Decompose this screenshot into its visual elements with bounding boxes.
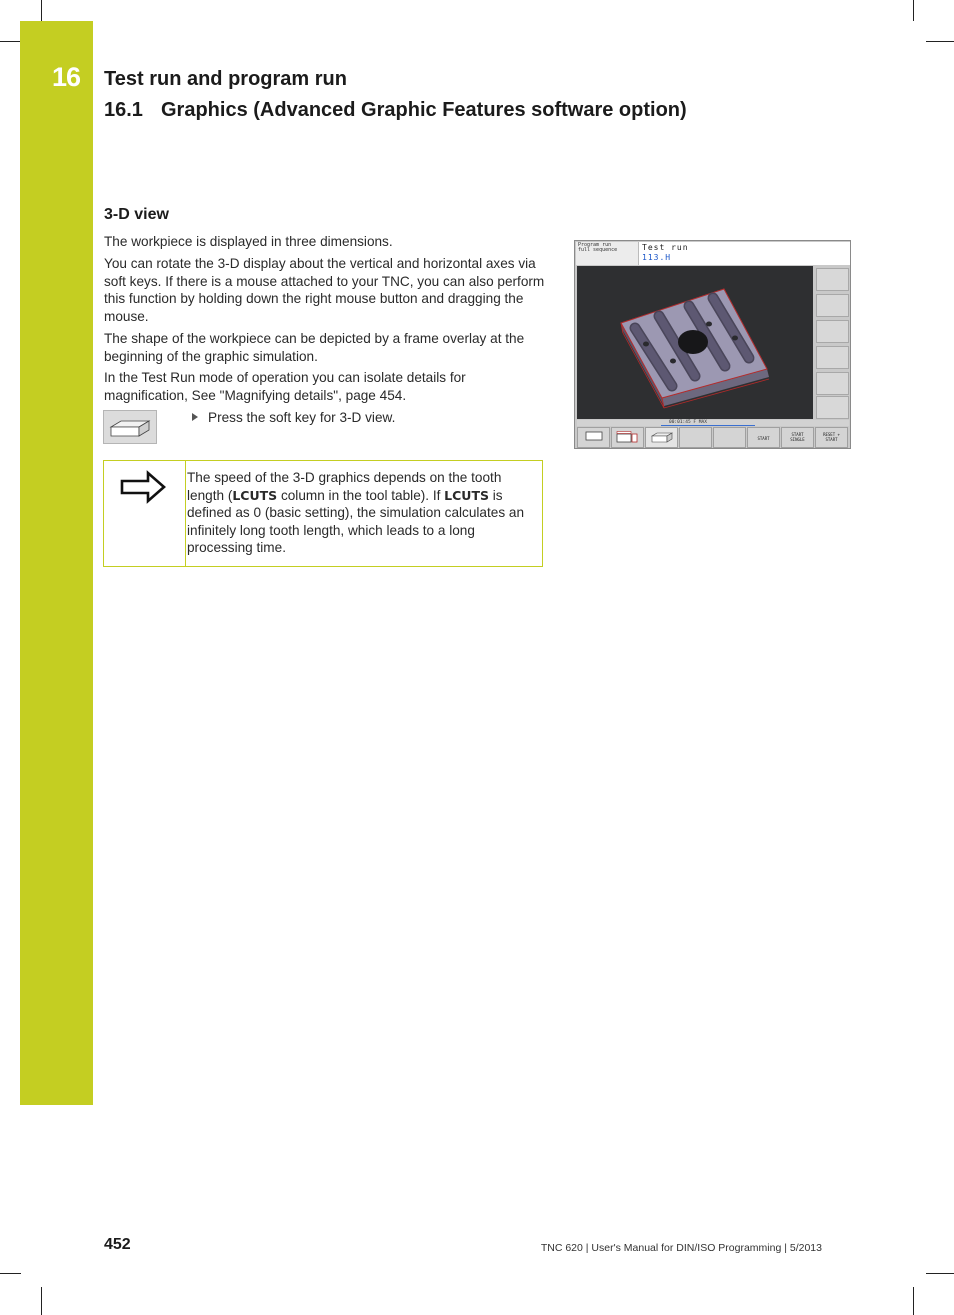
vertical-softkey[interactable]	[816, 372, 849, 395]
note-arrow-icon	[118, 469, 168, 505]
chapter-sidebar	[20, 21, 93, 1105]
paragraph: The workpiece is displayed in three dimensions.	[104, 234, 393, 249]
operating-mode: Program run full sequence	[578, 242, 618, 253]
section-title-text: Graphics (Advanced Graphic Features software option)	[161, 99, 687, 121]
note-box	[103, 460, 543, 567]
section-number: 16.1	[104, 99, 143, 121]
crop-mark	[913, 0, 914, 21]
crop-mark	[41, 1287, 42, 1315]
code-lcuts: LCUTS	[232, 487, 278, 503]
status-text: 00:01:45 F MAX	[669, 420, 707, 425]
plan-view-icon	[585, 431, 603, 441]
subsection-heading: 3-D view	[104, 206, 169, 223]
status-progress	[661, 425, 755, 426]
instruction-step	[192, 410, 395, 425]
softkey-empty[interactable]	[713, 427, 746, 448]
crop-mark	[0, 1273, 21, 1274]
footer-text: TNC 620 | User's Manual for DIN/ISO Programming | 5/2013	[540, 1242, 822, 1254]
3d-block-icon	[109, 417, 153, 439]
softkey-3d-view-active[interactable]	[645, 427, 678, 448]
code-lcuts: LCUTS	[444, 487, 489, 503]
screen-header	[576, 242, 849, 265]
softkey-plan-view[interactable]	[577, 427, 610, 448]
note-text: The speed of the 3-D graphics depends on the tooth length (LCUTS column in the tool table). If LCUTS is defined as 0 (basic setting), the simulation calculates an infinitely long tooth length, which leads to a long processing time.	[187, 470, 525, 555]
vertical-softkey[interactable]	[816, 346, 849, 369]
section-title	[104, 99, 687, 122]
step-text: Press the soft key for 3-D view.	[208, 410, 396, 425]
step-arrow-icon	[192, 413, 198, 421]
crop-mark	[913, 1287, 914, 1315]
graphics-viewport	[577, 266, 813, 419]
program-name: 113.H	[642, 253, 672, 262]
softkey-3d-view	[103, 410, 157, 444]
tnc-screenshot	[574, 240, 851, 449]
crop-mark	[926, 41, 954, 42]
vertical-softkey[interactable]	[816, 320, 849, 343]
horizontal-softkeys	[576, 427, 850, 448]
crop-mark	[0, 41, 21, 42]
crop-mark	[926, 1273, 954, 1274]
softkey-start-single[interactable]: START SINGLE	[781, 427, 814, 448]
3d-block-icon	[651, 431, 673, 443]
softkey-start[interactable]: START	[747, 427, 780, 448]
chapter-number: 16	[52, 62, 81, 92]
crop-mark	[41, 0, 42, 21]
page-number: 452	[104, 1236, 131, 1253]
note-divider	[185, 461, 186, 566]
paragraph: The shape of the workpiece can be depicted by a frame overlay at the beginning of the graphic simulation.	[104, 331, 525, 364]
softkey-empty[interactable]	[679, 427, 712, 448]
chapter-title: Test run and program run	[104, 68, 347, 90]
program-panel	[638, 242, 851, 265]
vertical-softkey[interactable]	[816, 268, 849, 291]
vertical-softkey[interactable]	[816, 396, 849, 419]
screen-title: Test run	[642, 243, 689, 252]
status-bar	[577, 420, 849, 426]
softkey-three-planes[interactable]	[611, 427, 644, 448]
softkey-reset-start[interactable]: RESET + START	[815, 427, 848, 448]
paragraph: You can rotate the 3-D display about the vertical and horizontal axes via soft keys. If there is a mouse attached to your TNC, you can also perform this function by holding down the right mouse button and dragging the mouse.	[104, 256, 545, 324]
paragraph: In the Test Run mode of operation you can isolate details for magnification, See "Magnifying details", page 454.	[104, 370, 466, 403]
vertical-softkeys	[816, 266, 850, 419]
three-planes-icon	[616, 431, 640, 443]
vertical-softkey[interactable]	[816, 294, 849, 317]
workpiece-3d-render	[577, 266, 813, 419]
